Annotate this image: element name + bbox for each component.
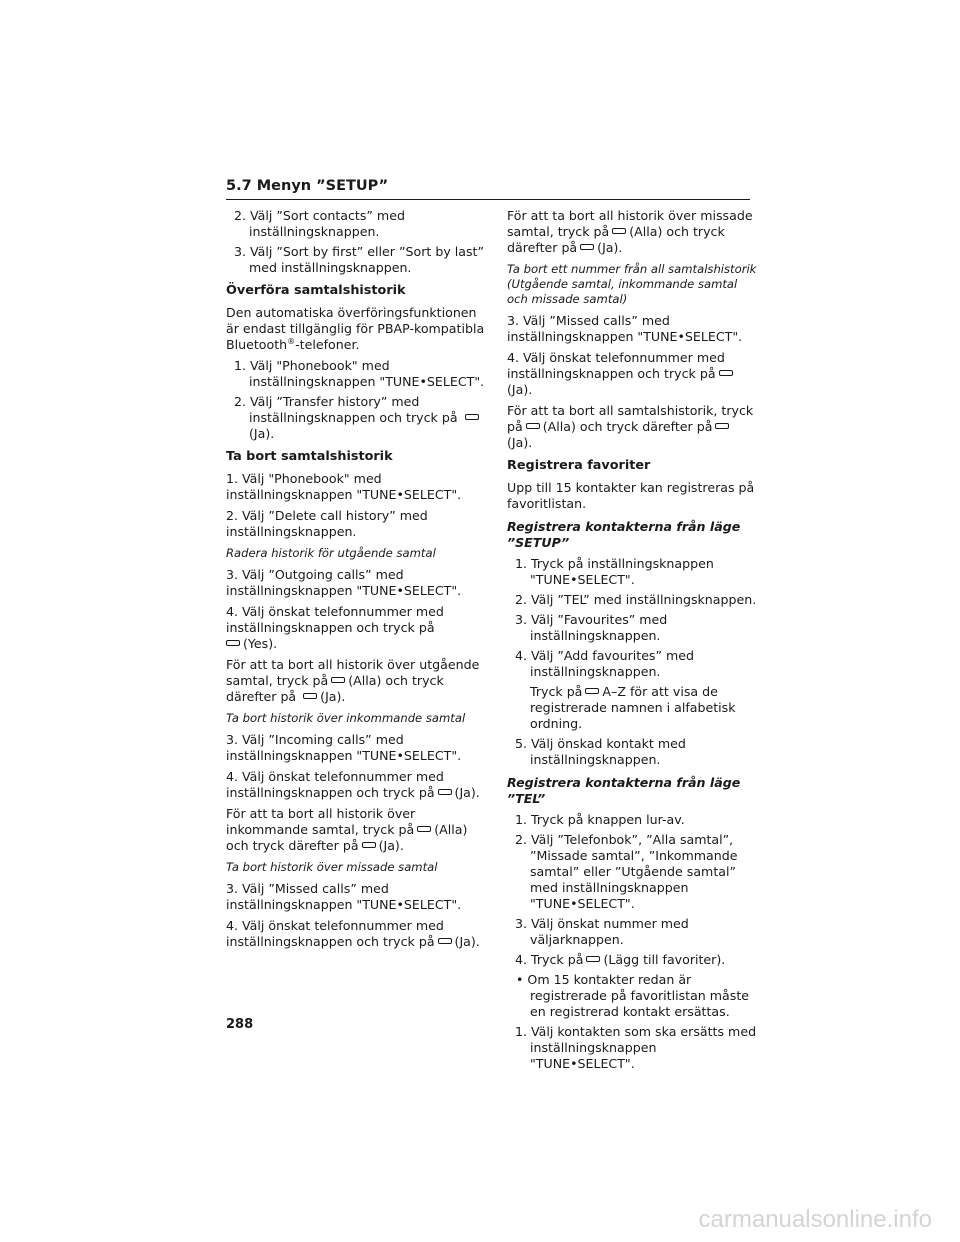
heading-favourites: Registrera favoriter: [507, 458, 651, 473]
subheading-outgoing: Radera historik för utgående samtal: [226, 546, 436, 560]
left-column: [226, 208, 488, 955]
softkey-icon: [719, 370, 733, 376]
softkey-icon: [438, 938, 452, 944]
softkey-icon: [438, 789, 452, 795]
softkey-icon: [303, 693, 317, 699]
softkey-icon: [580, 244, 594, 250]
outgoing-step-4: 4. Välj önskat telefonnummer med inställningsknappen och tryck på (Yes).: [226, 604, 444, 651]
missed-delete-all: För att ta bort all historik över missade samtal, tryck på (Alla) och tryck därefter på (Ja).: [507, 208, 753, 255]
all-delete-all: För att ta bort all samtalshistorik, tryck på (Alla) och tryck därefter på(Ja).: [507, 403, 754, 450]
favourites-intro: Upp till 15 kontakter kan registreras på favoritlistan.: [507, 480, 755, 511]
incoming-step-4: 4. Välj önskat telefonnummer med inställningsknappen och tryck på (Ja).: [226, 769, 480, 800]
incoming-step-3: 3. Välj ”Incoming calls” med inställningsknappen "TUNE•SELECT".: [226, 732, 462, 763]
outgoing-delete-all: För att ta bort all historik över utgående samtal, tryck på (Alla) och tryck därefter på (Ja).: [226, 657, 480, 704]
section-title: 5.7 Menyn ”SETUP”: [226, 178, 750, 200]
transfer-step-2: 2. Välj ”Transfer history” med inställningsknappen och tryck på (Ja).: [226, 394, 488, 442]
replace-step-1: 1. Välj kontakten som ska ersätts med inställningsknappen "TUNE•SELECT".: [515, 1024, 757, 1071]
fav-step-3: 3. Välj ”Favourites” med inställningsknappen.: [515, 612, 668, 643]
missed-step-4: 4. Välj önskat telefonnummer med inställningsknappen och tryck på (Ja).: [226, 918, 480, 949]
softkey-icon: [362, 842, 376, 848]
softkey-icon: [526, 423, 540, 429]
softkey-icon: [226, 640, 240, 646]
softkey-icon: [585, 688, 599, 694]
all-step-3: 3. Välj ”Missed calls” med inställningsknappen "TUNE•SELECT".: [507, 313, 743, 344]
replace-note: • Om 15 kontakter redan är registrerade på favoritlistan måste en registrerad kontakt ersättas.: [516, 972, 750, 1019]
softkey-icon: [586, 956, 600, 962]
delete-step-1: 1. Välj "Phonebook" med inställningsknappen "TUNE•SELECT".: [226, 471, 462, 502]
registered-mark: ®: [287, 336, 296, 346]
softkey-icon: [715, 423, 729, 429]
transfer-intro: Den automatiska överföringsfunktionen är endast tillgänglig för PBAP-kompatibla Bluetooth®-telefoner.: [226, 305, 485, 352]
fav-step-2: 2. Välj ”TEL” med inställningsknappen.: [515, 592, 757, 607]
softkey-icon: [465, 414, 479, 420]
right-column: [507, 208, 757, 1076]
softkey-icon: [417, 826, 431, 832]
subheading-incoming: Ta bort historik över inkommande samtal: [226, 711, 466, 725]
watermark: carmanualsonline.info: [698, 1206, 932, 1233]
heading-transfer-history: Överföra samtalshistorik: [226, 283, 406, 298]
subheading-delete-one-number: Ta bort ett nummer från all samtalshistorik (Utgående samtal, inkommande samtal och missade samtal): [507, 262, 757, 306]
heading-delete-history: Ta bort samtalshistorik: [226, 449, 393, 464]
incoming-delete-all: För att ta bort all historik över inkommande samtal, tryck på (Alla) och tryck därefter på (Ja).: [226, 806, 468, 853]
subheading-from-tel: Registrera kontakterna från läge ”TEL”: [507, 775, 741, 806]
subheading-missed: Ta bort historik över missade samtal: [226, 860, 438, 874]
subheading-from-setup: Registrera kontakterna från läge ”SETUP”: [507, 519, 741, 550]
tel-step-4: 4. Tryck på (Lägg till favoriter).: [515, 952, 726, 967]
outgoing-step-3: 3. Välj ”Outgoing calls” med inställningsknappen "TUNE•SELECT".: [226, 567, 462, 598]
fav-step-4: 4. Välj ”Add favourites” med inställningsknappen.: [515, 648, 695, 679]
all-step-4: 4. Välj önskat telefonnummer med inställningsknappen och tryck på(Ja).: [507, 350, 757, 398]
fav-step-5: 5. Välj önskad kontakt med inställningsknappen.: [515, 736, 686, 767]
missed-step-3: 3. Välj ”Missed calls” med inställningsknappen "TUNE•SELECT".: [226, 881, 462, 912]
page-number: 288: [226, 1017, 254, 1032]
softkey-icon: [331, 677, 345, 683]
fav-step-4-detail: Tryck på A–Z för att visa de registrerade namnen i alfabetisk ordning.: [530, 684, 736, 731]
fav-step-1: 1. Tryck på inställningsknappen "TUNE•SELECT".: [515, 556, 714, 587]
delete-step-2: 2. Välj ”Delete call history” med inställningsknappen.: [226, 508, 428, 539]
tel-step-1: 1. Tryck på knappen lur-av.: [515, 812, 685, 827]
tel-step-2: 2. Välj ”Telefonbok”, ”Alla samtal”, ”Missade samtal”, ”Inkommande samtal” eller ”Utgående samtal” med inställningsknappen "TUNE•SELECT".: [515, 832, 738, 911]
tel-step-3: 3. Välj önskat nummer med väljarknappen.: [515, 916, 689, 947]
step-sort-by: 3. Välj ”Sort by first” eller ”Sort by last” med inställningsknappen.: [234, 244, 485, 275]
transfer-step-1: 1. Välj "Phonebook" med inställningsknappen "TUNE•SELECT".: [234, 358, 485, 389]
step-sort-contacts: 2. Välj ”Sort contacts” med inställningsknappen.: [234, 208, 405, 239]
softkey-icon: [612, 228, 626, 234]
